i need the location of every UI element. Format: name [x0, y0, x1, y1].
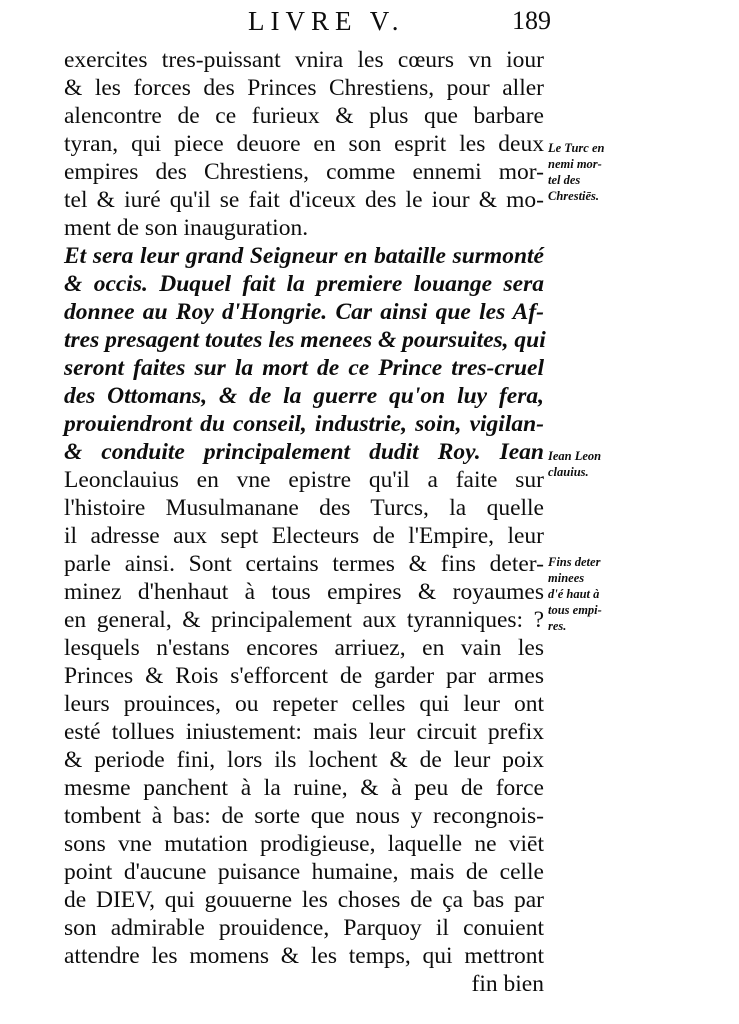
margin-note-line: res. [548, 619, 567, 633]
text-line: alencontre de ce furieux & plus que barbare [64, 103, 544, 129]
margin-note-line: tous empi- [548, 603, 602, 617]
text-line: ment de son inauguration. [64, 215, 309, 241]
text-line: seront faites sur la mort de ce Prince tres-cruel [64, 355, 544, 381]
text-line: il adresse aux sept Electeurs de l'Empire, leur [64, 523, 544, 549]
text-line: minez d'henhaut à tous empires & royaumes [64, 579, 544, 605]
text-line: des Ottomans, & de la guerre qu'on luy fera, [64, 383, 544, 409]
text-line: mesme panchent à la ruine, & à peu de force [64, 775, 544, 801]
text-line: & periode fini, lors ils lochent & de leur poix [64, 747, 544, 773]
main-text-block [64, 46, 544, 998]
text-line: Princes & Rois s'efforcent de garder par armes [64, 663, 544, 689]
page-number: 189 [512, 6, 551, 35]
margin-note-line: tel des [548, 173, 581, 187]
text-line: tres presagent toutes les menees & poursuites, qui [64, 327, 546, 353]
text-line: tyran, qui piece deuore en son esprit les deux [64, 131, 544, 157]
text-line: Et sera leur grand Seigneur en bataille surmonté [64, 243, 544, 269]
margin-note-iean-leonclauius [548, 448, 634, 480]
margin-note-line: clauius. [548, 465, 589, 479]
text-line: attendre les momens & les temps, qui mettront [64, 943, 544, 969]
text-line: de DIEV, qui gouuerne les choses de ça bas par [64, 887, 544, 913]
text-line: point d'aucune puisance humaine, mais de celle [64, 859, 544, 885]
text-line: en general, & principalement aux tyranniques: ? [64, 607, 544, 633]
margin-note-line: minees [548, 571, 585, 585]
margin-note-line: Iean Leon [548, 449, 602, 463]
text-line: parle ainsi. Sont certains termes & fins deter- [64, 551, 544, 577]
text-line: esté tollues iniustement: mais leur circuit prefix [64, 719, 544, 745]
text-line: & conduite principalement dudit Roy. Iean [64, 439, 544, 465]
text-line: donnee au Roy d'Hongrie. Car ainsi que les Af- [64, 299, 544, 325]
margin-note-line: d'é haut à [548, 587, 600, 601]
text-line: tombent à bas: de sorte que nous y recongnois- [64, 803, 544, 829]
text-line: l'histoire Musulmanane des Turcs, la quelle [64, 495, 544, 521]
text-line: empires des Chrestiens, comme ennemi mor- [64, 159, 544, 185]
margin-note-fins-determinees [548, 554, 634, 634]
margin-note-line: nemi mor- [548, 157, 602, 171]
margin-note-le-turc [548, 140, 634, 204]
text-line: & les forces des Princes Chrestiens, pour aller [64, 75, 544, 101]
running-head: LIVRE V. [248, 6, 405, 36]
margin-note-line: Chrestiēs. [548, 189, 600, 203]
margin-note-line: Fins deter [548, 555, 601, 569]
page-header [0, 6, 739, 38]
text-line: exercites tres-puissant vnira les cœurs vn iour [64, 47, 544, 73]
text-line: Leonclauius en vne epistre qu'il a faite sur [64, 467, 544, 493]
text-line: sons vne mutation prodigieuse, laquelle ne viēt [64, 831, 544, 857]
margin-note-line: Le Turc en [548, 141, 605, 155]
text-line: son admirable prouidence, Parquoy il conuient [64, 915, 544, 941]
text-line: & occis. Duquel fait la premiere louange sera [64, 271, 544, 297]
text-line: tel & iuré qu'il se fait d'iceux des le iour & mo- [64, 187, 544, 213]
text-line: lesquels n'estans encores arriuez, en vain les [64, 635, 544, 661]
text-line: prouiendront du conseil, industrie, soin, vigilan- [64, 411, 544, 437]
text-line: fin bien [471, 971, 544, 997]
text-line: leurs prouinces, ou repeter celles qui leur ont [64, 691, 544, 717]
